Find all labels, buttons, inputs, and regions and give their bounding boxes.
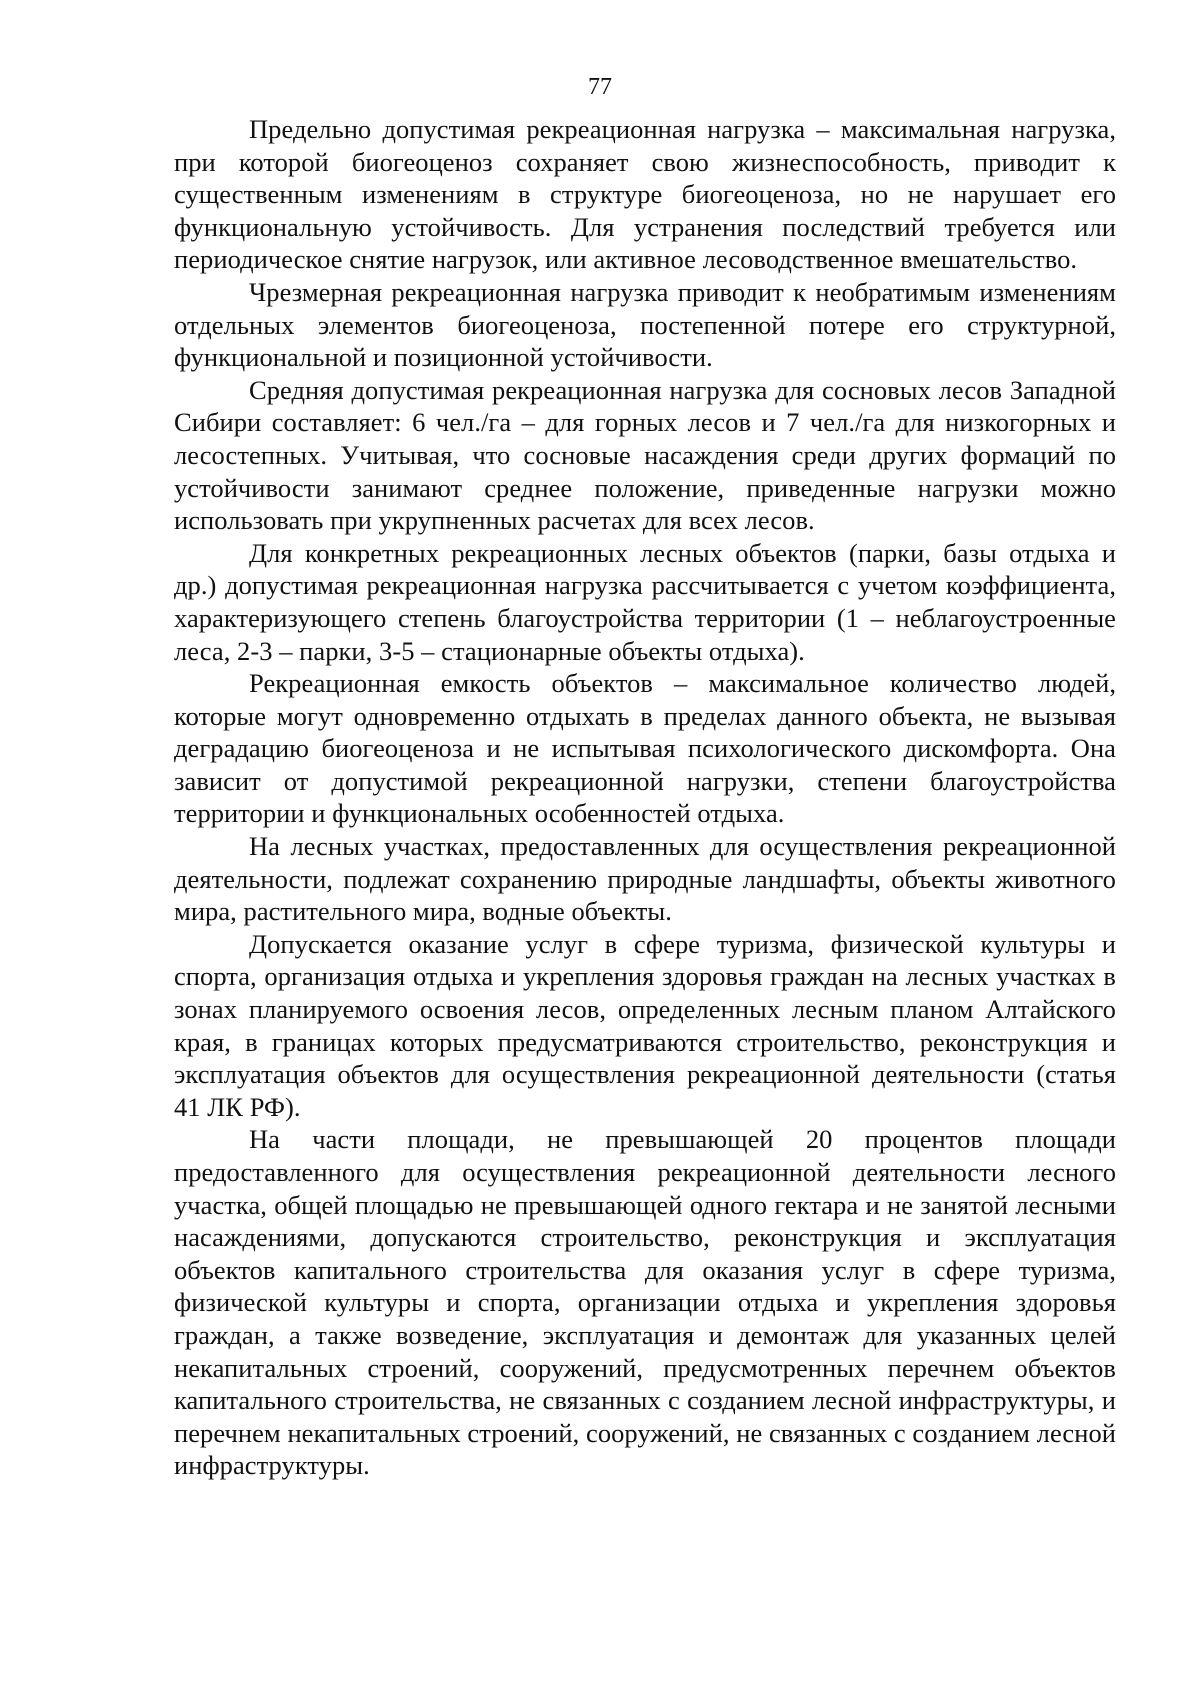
paragraph-max-load: Предельно допустимая рекреационная нагрузка – максимальная нагрузка, при которой биогеоценоз сохраняет свою жизнеспособность, приводит к существенным изменениям в структуре биогеоценоза, но не нарушает его функциональную устойчивость. Для устранения последствий требуется или периодическое снятие нагрузок, или активное лесоводственное вмешательство.: [174, 114, 1116, 275]
paragraph-average-load: Средняя допустимая рекреационная нагрузка для сосновых лесов Западной Сибири составляет: 6 чел./га – для горных лесов и 7 чел./га для низкогорных и лесостепных. Учитывая, что сосновые насаждения среди других формаций по устойчивости занимают среднее положение, приведенные нагрузки можно использовать при укрупненных расчетах для всех лесов.: [174, 374, 1116, 536]
paragraph-landscape-preservation: На лесных участках, предоставленных для осуществления рекреационной деятельности, подлежат сохранению природные ландшафты, объекты животного мира, растительного мира, водные объекты.: [174, 831, 1116, 927]
paragraph-services-allowed: Допускается оказание услуг в сфере туризма, физической культуры и спорта, организация отдыха и укрепления здоровья граждан на лесных участках в зонах планируемого освоения лесов, определенных лесным планом Алтайского края, в границах которых предусматриваются строительство, реконструкция и эксплуатация объектов для осуществления рекреационной деятельности (статья 41 ЛК РФ).: [174, 928, 1116, 1122]
page-number: 77: [588, 74, 612, 100]
paragraph-specific-objects: Для конкретных рекреационных лесных объектов (парки, базы отдыха и др.) допустимая рекреационная нагрузка рассчитывается с учетом коэффициента, характеризующего степень благоустройства территории (1 – неблагоустроенные леса, 2-3 – парки, 3-5 – стационарные объекты отдыха).: [174, 537, 1116, 666]
paragraph-excessive-load: Чрезмерная рекреационная нагрузка приводит к необратимым изменениям отдельных элементов биогеоценоза, постепенной потере его структурной, функциональной и позиционной устойчивости.: [174, 276, 1116, 373]
paragraph-construction-allowed: На части площади, не превышающей 20 процентов площади предоставленного для осуществления рекреационной деятельности лесного участка, общей площадью не превышающей одного гектара и не занятой лесными насаждениями, допускаются строительство, реконструкция и эксплуатация объектов капитального строительства для оказания услуг в сфере туризма, физической культуры и спорта, организации отдыха и укрепления здоровья граждан, а также возведение, эксплуатация и демонтаж для указанных целей некапитальных строений, сооружений, предусмотренных перечнем объектов капитального строительства, не связанных с созданием лесной инфраструктуры, и перечнем некапитальных строений, сооружений, не связанных с созданием лесной инфраструктуры.: [174, 1124, 1116, 1481]
paragraph-recreational-capacity: Рекреационная емкость объектов – максимальное количество людей, которые могут одновременно отдыхать в пределах данного объекта, не вызывая деградацию биогеоценоза и не испытывая психологического дискомфорта. Она зависит от допустимой рекреационной нагрузки, степени благоустройства территории и функциональных особенностей отдыха.: [174, 668, 1116, 829]
document-body: [174, 113, 1116, 1482]
